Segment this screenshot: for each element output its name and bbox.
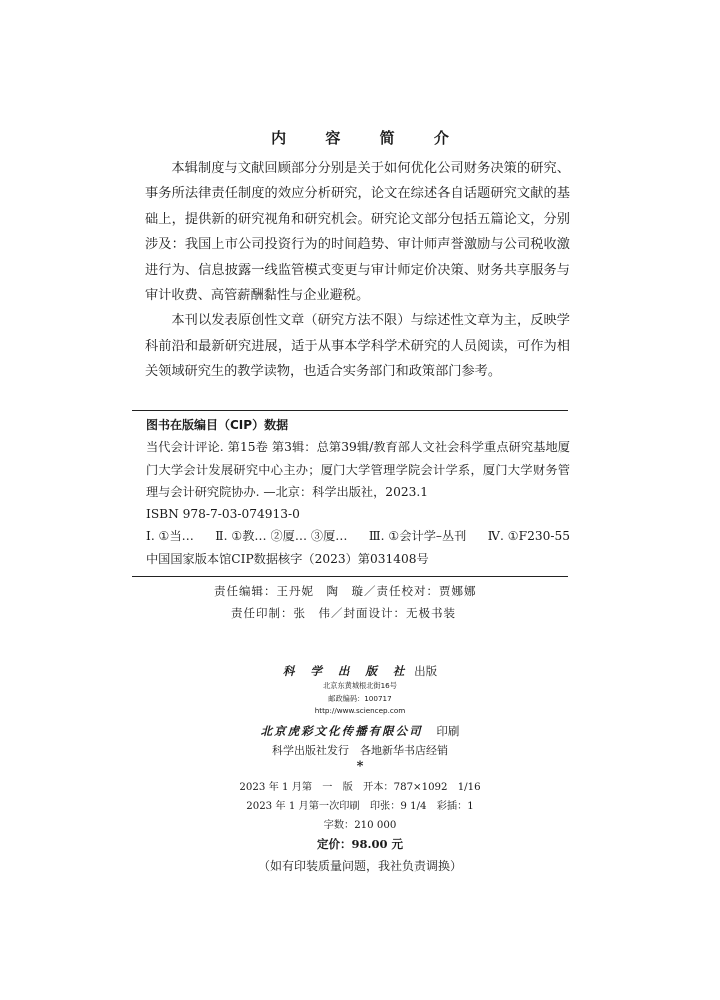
- printing-info: 2023 年 1 月第一次印刷 印张：9 1/4 彩插：1: [246, 800, 474, 812]
- credits-printing-cover: 责任印制：张 伟／封面设计：无极书装: [231, 606, 456, 620]
- cip-class-4: Ⅳ. ①F230-55: [487, 529, 570, 544]
- publish-word: 出版: [414, 664, 438, 678]
- edition-info: 2023 年 1 月第 一 版 开本：787×1092 1/16: [239, 781, 481, 793]
- abstract-paragraph-2: 本刊以发表原创性文章（研究方法不限）与综述性文章为主，反映学科前沿和最新研究进展，适于从事本学科学术研究的人员阅读，可作为相关领域研究生的教学读物，也适合实务部门和政策部门参考。: [145, 313, 570, 380]
- printer-line: [0, 721, 720, 741]
- word-count: 字数：210 000: [323, 819, 397, 831]
- cip-bottom-rule: [132, 576, 568, 577]
- publisher-name: 科 学 出 版 社: [282, 664, 411, 678]
- cip-classification: [146, 525, 570, 547]
- publisher-postcode: 邮政编码：100717: [328, 693, 392, 703]
- abstract-paragraph-1: 本辑制度与文献回顾部分分别是关于如何优化公司财务决策的研究、事务所法律责任制度的效应分析研究，论文在综述各自话题研究文献的基础上，提供新的研究视角和研究机会。研究论文部分包括五篇论文，分别涉及：我国上市公司投资行为的时间趋势、审计师声誉激励与公司税收激进行为、信息披露一线监管模式变更与审计师定价决策、财务共享服务与审计收费、高管薪酬黏性与企业避税。: [145, 161, 570, 304]
- publisher-address: 北京东黄城根北街16号: [323, 681, 397, 690]
- cip-isbn: ISBN 978-7-03-074913-0: [146, 507, 300, 522]
- publisher-website: http://www.sciencep.com: [314, 706, 406, 716]
- cip-heading: 图书在版编目（CIP）数据: [146, 418, 289, 432]
- price: 定价：98.00 元: [316, 836, 403, 851]
- credits-editors: 责任编辑：王丹妮 陶 璇／责任校对：贾娜娜: [214, 584, 477, 598]
- abstract: [145, 156, 570, 385]
- cip-class-1: Ⅰ. ①当…: [146, 529, 194, 544]
- cip-class-2: Ⅱ. ①教… ②厦… ③厦…: [215, 529, 348, 544]
- credits: [0, 580, 720, 624]
- distribution: 科学出版社发行 各地新华书店经销: [272, 743, 448, 757]
- cip-entry: 当代会计评论. 第15卷 第3辑：总第39辑/教育部人文社会科学重点研究基地厦门大学会计发展研究中心主办；厦门大学管理学院会计学系，厦门大学财务管理与会计研究院协办. —北京：科学出版社，2023.1: [146, 440, 570, 499]
- cip-record-number: 中国国家版本馆CIP数据核字（2023）第031408号: [146, 551, 429, 566]
- page-title: 内 容 简 介: [271, 129, 466, 147]
- imprint: [0, 662, 720, 878]
- printer-name: 北京虎彩文化传播有限公司: [260, 723, 423, 738]
- print-word: 印刷: [436, 723, 460, 738]
- publisher-line: [0, 662, 720, 680]
- cip-block: [146, 414, 570, 570]
- cip-class-3: Ⅲ. ①会计学–丛刊: [368, 529, 467, 544]
- cip-top-rule: [132, 410, 568, 411]
- separator-star: *: [356, 758, 364, 774]
- quality-notice: （如有印装质量问题，我社负责调换）: [257, 858, 462, 873]
